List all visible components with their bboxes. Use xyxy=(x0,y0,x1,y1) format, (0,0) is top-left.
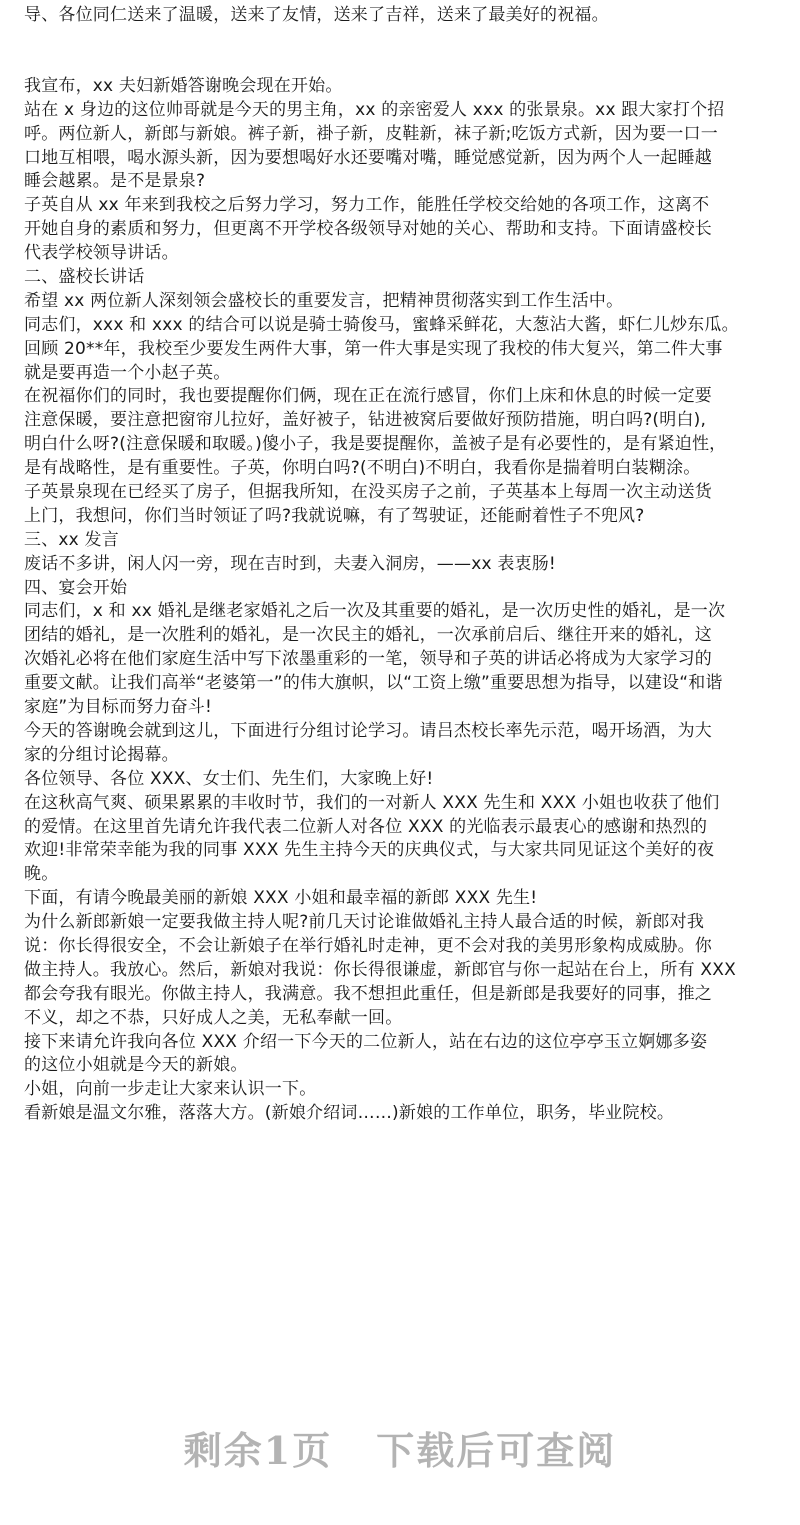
text-line: 呼。两位新人，新郎与新娘。裤子新，褂子新，皮鞋新，袜子新;吃饭方式新，因为要一口一 xyxy=(24,123,718,144)
text-lines xyxy=(24,75,776,1126)
text-line: 家庭”为目标而努力奋斗! xyxy=(24,697,213,718)
text-line: 不义，却之不恭，只好成人之美，无私奉献一回。 xyxy=(24,1007,403,1028)
paragraph-gap xyxy=(24,28,776,75)
text-line: 注意保暖，要注意把窗帘儿拉好，盖好被子，钻进被窝后要做好预防措施，明白吗?(明白), xyxy=(24,410,707,431)
text-line: 就是要再造一个小赵子英。 xyxy=(24,362,231,383)
text-line: 晚。 xyxy=(24,864,59,885)
text-line: 的爱情。在这里首先请允许我代表二位新人对各位 XXX 的光临表示最衷心的感谢和热烈的 xyxy=(24,816,708,837)
text-line: 今天的答谢晚会就到这儿，下面进行分组讨论学习。请吕杰校长率先示范，喝开场酒，为大 xyxy=(24,720,712,741)
text-line: 希望 xx 两位新人深刻领会盛校长的重要发言，把精神贯彻落实到工作生活中。 xyxy=(24,290,624,311)
text-line: 站在 x 身边的这位帅哥就是今天的男主角，xx 的亲密爱人 xxx 的张景泉。xx 跟大家打个招 xyxy=(24,99,725,120)
remaining-pages-label: 剩余1页 xyxy=(183,1428,333,1473)
text-line: 在祝福你们的同时，我也要提醒你们俩，现在正在流行感冒，你们上床和休息的时候一定要 xyxy=(24,386,712,407)
download-banner[interactable] xyxy=(0,1420,800,1475)
text-line: 欢迎!非常荣幸能为我的同事 XXX 先生主持今天的庆典仪式，与大家共同见证这个美好的夜 xyxy=(24,840,715,861)
text-line: 次婚礼必将在他们家庭生活中写下浓墨重彩的一笔，领导和子英的讲话必将成为大家学习的 xyxy=(24,649,712,670)
text-line: 各位领导、各位 XXX、女士们、先生们，大家晚上好! xyxy=(24,768,434,789)
text-line: 同志们，x 和 xx 婚礼是继老家婚礼之后一次及其重要的婚礼，是一次历史性的婚礼，是一次 xyxy=(24,601,726,622)
text-line: 三、xx 发言 xyxy=(24,529,119,550)
text-line: 的这位小姐就是今天的新娘。 xyxy=(24,1055,248,1076)
text-line: 说：你长得很安全，不会让新娘子在举行婚礼时走神，更不会对我的美男形象构成威胁。你 xyxy=(24,935,712,956)
text-line: 子英景泉现在已经买了房子，但据我所知，在没买房子之前，子英基本上每周一次主动送货 xyxy=(24,482,712,503)
text-line: 重要文献。让我们高举“老婆第一”的伟大旗帜，以“工资上缴”重要思想为指导，以建设“和谐 xyxy=(24,673,723,694)
text-line: 看新娘是温文尔雅，落落大方。(新娘介绍词……)新娘的工作单位，职务，毕业院校。 xyxy=(24,1103,675,1124)
text-line: 同志们，xxx 和 xxx 的结合可以说是骑士骑俊马，蜜蜂采鲜花，大葱沾大酱，虾仁儿炒东瓜。 xyxy=(24,314,739,335)
text-line: 家的分组讨论揭幕。 xyxy=(24,744,179,765)
text-line: 明白什么呀?(注意保暖和取暖。)傻小子，我是要提醒你，盖被子是有必要性的，是有紧迫性， xyxy=(24,434,727,455)
text-line: 睡会越累。是不是景泉? xyxy=(24,171,206,192)
text-line: 为什么新郎新娘一定要我做主持人呢?前几天讨论谁做婚礼主持人最合适的时候，新郎对我 xyxy=(24,912,705,933)
text-line: 做主持人。我放心。然后，新娘对我说：你长得很谦虚，新郎官与你一起站在台上，所有 XXX xyxy=(24,959,736,980)
text-line: 下面，有请今晚最美丽的新娘 XXX 小姐和最幸福的新郎 XXX 先生! xyxy=(24,888,538,909)
text-line: 口地互相喂，喝水源头新，因为要想喝好水还要嘴对嘴，睡觉感觉新，因为两个人一起睡越 xyxy=(24,147,712,168)
text-line: 废话不多讲，闲人闪一旁，现在吉时到，夫妻入洞房，——xx 表衷肠! xyxy=(24,553,556,574)
text-line-top: 导、各位同仁送来了温暖，送来了友情，送来了吉祥，送来了最美好的祝福。 xyxy=(24,5,609,25)
download-to-view-label[interactable]: 下载后可查阅 xyxy=(376,1428,617,1473)
text-line: 在这秋高气爽、硕果累累的丰收时节，我们的一对新人 XXX 先生和 XXX 小姐也收获了他们 xyxy=(24,792,720,813)
text-line: 代表学校领导讲话。 xyxy=(24,243,179,264)
text-line: 二、盛校长讲话 xyxy=(24,267,145,288)
text-line: 子英自从 xx 年来到我校之后努力学习，努力工作，能胜任学校交给她的各项工作，这离不 xyxy=(24,195,710,216)
text-line: 开她自身的素质和努力，但更离不开学校各级领导对她的关心、帮助和支持。下面请盛校长 xyxy=(24,219,712,240)
text-line: 回顾 20**年，我校至少要发生两件大事，第一件大事是实现了我校的伟大复兴，第二件大事 xyxy=(24,338,723,359)
text-line: 都会夸我有眼光。你做主持人，我满意。我不想担此重任，但是新郎是我要好的同事，推之 xyxy=(24,983,712,1004)
text-line: 接下来请允许我向各位 XXX 介绍一下今天的二位新人，站在右边的这位亭亭玉立婀娜多姿 xyxy=(24,1031,708,1052)
text-line: 我宣布，xx 夫妇新婚答谢晚会现在开始。 xyxy=(24,75,343,96)
text-line: 四、宴会开始 xyxy=(24,577,128,598)
document-body xyxy=(24,0,776,1126)
text-line: 是有战略性，是有重要性。子英，你明白吗?(不明白)不明白，我看你是揣着明白装糊涂。 xyxy=(24,458,701,479)
text-line: 上门，我想问，你们当时领证了吗?我就说嘛，有了驾驶证，还能耐着性子不兜风? xyxy=(24,505,645,526)
text-line: 团结的婚礼，是一次胜利的婚礼，是一次民主的婚礼，一次承前启后、继往开来的婚礼，这 xyxy=(24,625,712,646)
text-line: 小姐，向前一步走让大家来认识一下。 xyxy=(24,1079,317,1100)
